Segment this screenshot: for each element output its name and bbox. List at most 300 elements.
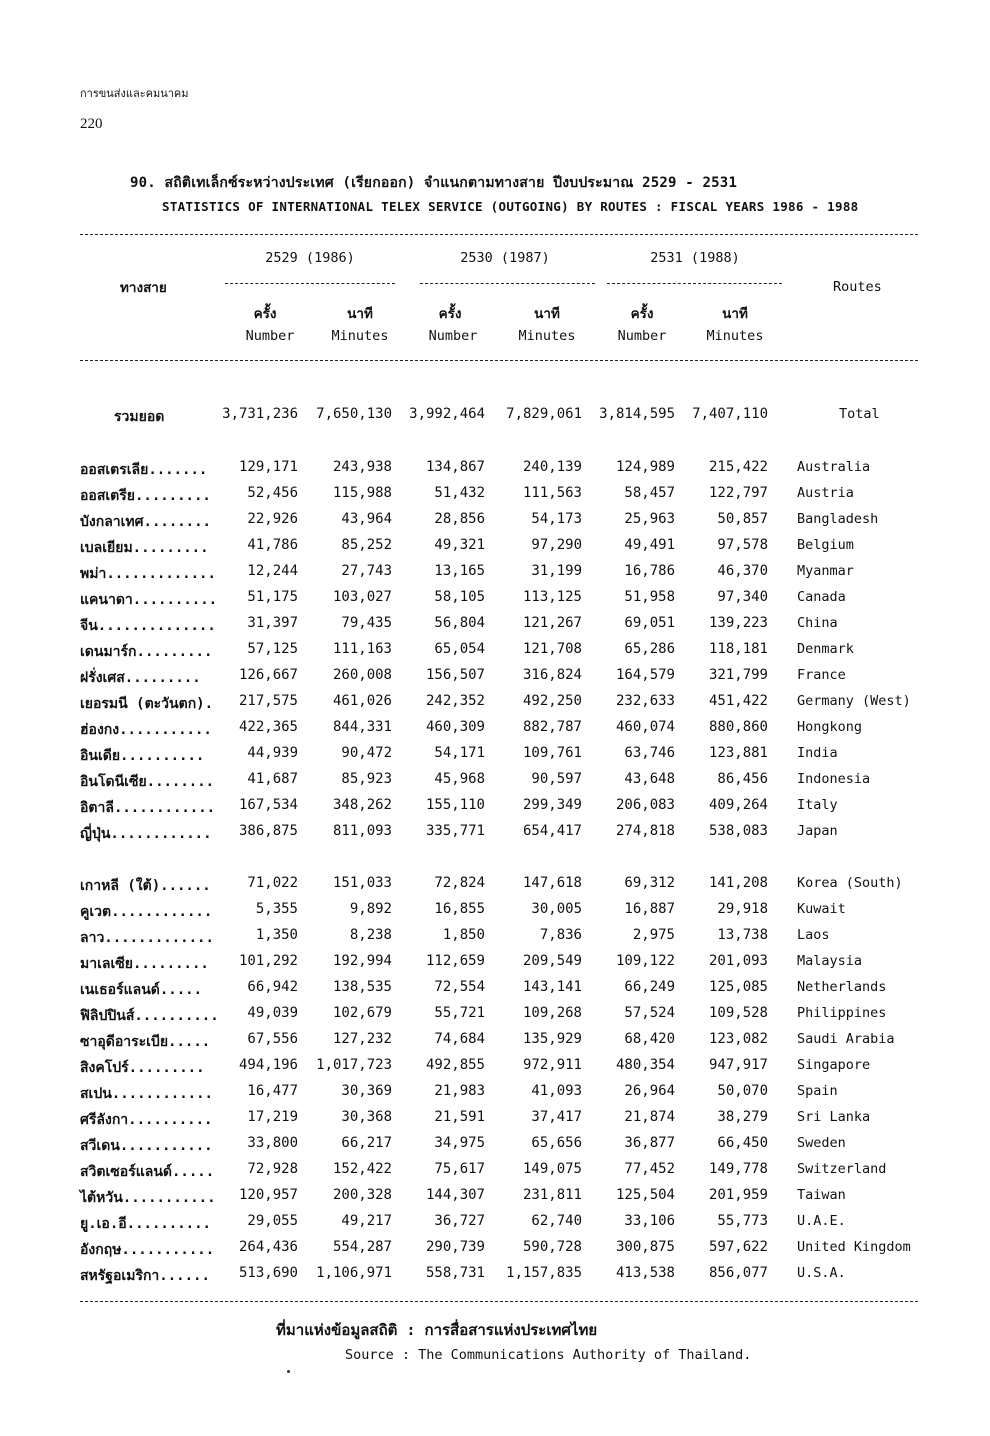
row-label-thai: เนเธอร์แลนด์..... bbox=[80, 982, 203, 998]
cell-1986-minutes: 66,217 bbox=[341, 1135, 392, 1151]
row-label-english: Belgium bbox=[797, 537, 854, 553]
cell-1988-minutes: 880,860 bbox=[708, 719, 768, 735]
cell-1988-number: 2,975 bbox=[632, 927, 675, 943]
cell-1988-number: 16,786 bbox=[624, 563, 675, 579]
cell-1986-minutes: 7,650,130 bbox=[316, 406, 392, 422]
cell-1986-number: 1,350 bbox=[255, 927, 298, 943]
table-row bbox=[0, 745, 990, 769]
cell-1988-minutes: 122,797 bbox=[708, 485, 768, 501]
cell-1987-number: 144,307 bbox=[425, 1187, 485, 1203]
cell-1986-number: 129,171 bbox=[238, 459, 298, 475]
cell-1987-minutes: 113,125 bbox=[522, 589, 582, 605]
year-underline-1 bbox=[225, 283, 395, 284]
cell-1987-number: 3,992,464 bbox=[409, 406, 485, 422]
table-row bbox=[0, 1213, 990, 1237]
year-header-1986: 2529 (1986) bbox=[265, 250, 355, 266]
cell-1986-number: 71,022 bbox=[247, 875, 298, 891]
cell-1987-number: 28,856 bbox=[434, 511, 485, 527]
row-label-thai: จีน.............. bbox=[80, 618, 216, 634]
cell-1988-minutes: 109,528 bbox=[708, 1005, 768, 1021]
cell-1987-minutes: 31,199 bbox=[531, 563, 582, 579]
row-label-thai: ฟิลิปปินส์.......... bbox=[80, 1008, 219, 1024]
cell-1988-number: 25,963 bbox=[624, 511, 675, 527]
cell-1987-minutes: 149,075 bbox=[522, 1161, 582, 1177]
cell-1986-minutes: 192,994 bbox=[332, 953, 392, 969]
cell-1987-minutes: 121,267 bbox=[522, 615, 582, 631]
cell-1987-minutes: 492,250 bbox=[522, 693, 582, 709]
table-title-thai: 90. สถิติเทเล็กซ์ระหว่างประเทศ (เรียกออก) จำแนกตามทางสาย ปีงบประมาณ 2529 - 2531 bbox=[130, 175, 738, 191]
cell-1986-number: 22,926 bbox=[247, 511, 298, 527]
cell-1986-number: 57,125 bbox=[247, 641, 298, 657]
row-label-english: Austria bbox=[797, 485, 854, 501]
table-row bbox=[0, 485, 990, 509]
row-label-english: U.S.A. bbox=[797, 1265, 846, 1281]
row-label-english: Kuwait bbox=[797, 901, 846, 917]
cell-1987-number: 72,554 bbox=[434, 979, 485, 995]
cell-1988-minutes: 50,070 bbox=[717, 1083, 768, 1099]
row-label-thai: เกาหลี (ใต้)...... bbox=[80, 878, 211, 894]
row-label-thai: ไต้หวัน........... bbox=[80, 1190, 216, 1206]
cell-1986-minutes: 30,368 bbox=[341, 1109, 392, 1125]
cell-1988-minutes: 55,773 bbox=[717, 1213, 768, 1229]
cell-1987-minutes: 654,417 bbox=[522, 823, 582, 839]
cell-1987-number: 156,507 bbox=[425, 667, 485, 683]
cell-1986-number: 67,556 bbox=[247, 1031, 298, 1047]
source-thai: ที่มาแห่งข้อมูลสถิติ : การสื่อสารแห่งประเทศไทย bbox=[276, 1321, 598, 1339]
row-label-english: Denmark bbox=[797, 641, 854, 657]
row-label-english: Indonesia bbox=[797, 771, 871, 787]
cell-1986-minutes: 43,964 bbox=[341, 511, 392, 527]
row-label-thai: มาเลเซีย......... bbox=[80, 956, 209, 972]
year-header-1987: 2530 (1987) bbox=[460, 250, 550, 266]
subhead-th-number-2: ครั้ง bbox=[438, 306, 462, 322]
cell-1987-number: 58,105 bbox=[434, 589, 485, 605]
row-label-english: Netherlands bbox=[797, 979, 887, 995]
cell-1986-minutes: 90,472 bbox=[341, 745, 392, 761]
cell-1986-minutes: 85,923 bbox=[341, 771, 392, 787]
cell-1988-minutes: 38,279 bbox=[717, 1109, 768, 1125]
cell-1987-number: 1,850 bbox=[442, 927, 485, 943]
subhead-th-minutes-3: นาที bbox=[722, 306, 748, 322]
cell-1987-number: 54,171 bbox=[434, 745, 485, 761]
cell-1986-number: 5,355 bbox=[255, 901, 298, 917]
row-label-english: Canada bbox=[797, 589, 846, 605]
table-row bbox=[0, 1109, 990, 1133]
cell-1987-minutes: 135,929 bbox=[522, 1031, 582, 1047]
cell-1986-minutes: 127,232 bbox=[332, 1031, 392, 1047]
cell-1988-number: 63,746 bbox=[624, 745, 675, 761]
row-label-thai: รวมยอด bbox=[114, 409, 165, 425]
row-label-english: Switzerland bbox=[797, 1161, 887, 1177]
cell-1988-minutes: 597,622 bbox=[708, 1239, 768, 1255]
cell-1988-number: 51,958 bbox=[624, 589, 675, 605]
cell-1988-minutes: 66,450 bbox=[717, 1135, 768, 1151]
cell-1988-minutes: 7,407,110 bbox=[692, 406, 768, 422]
row-label-english: Total bbox=[839, 406, 880, 422]
row-label-thai: พม่า............. bbox=[80, 566, 216, 582]
table-row bbox=[0, 1057, 990, 1081]
table-row bbox=[0, 459, 990, 483]
cell-1987-number: 13,165 bbox=[434, 563, 485, 579]
cell-1986-minutes: 461,026 bbox=[332, 693, 392, 709]
cell-1987-minutes: 299,349 bbox=[522, 797, 582, 813]
cell-1987-number: 242,352 bbox=[425, 693, 485, 709]
year-underline-3 bbox=[607, 283, 782, 284]
cell-1986-number: 3,731,236 bbox=[222, 406, 298, 422]
row-label-english: China bbox=[797, 615, 838, 631]
table-row bbox=[0, 901, 990, 925]
cell-1988-minutes: 46,370 bbox=[717, 563, 768, 579]
row-label-thai: ฝรั่งเศส......... bbox=[80, 670, 201, 686]
cell-1988-number: 77,452 bbox=[624, 1161, 675, 1177]
cell-1986-minutes: 151,033 bbox=[332, 875, 392, 891]
cell-1987-minutes: 37,417 bbox=[531, 1109, 582, 1125]
cell-1987-minutes: 143,141 bbox=[522, 979, 582, 995]
cell-1988-minutes: 149,778 bbox=[708, 1161, 768, 1177]
cell-1986-minutes: 9,892 bbox=[349, 901, 392, 917]
cell-1988-minutes: 97,340 bbox=[717, 589, 768, 605]
header-divider bbox=[80, 360, 918, 361]
cell-1987-number: 460,309 bbox=[425, 719, 485, 735]
cell-1986-number: 52,456 bbox=[247, 485, 298, 501]
cell-1986-number: 386,875 bbox=[238, 823, 298, 839]
table-row bbox=[0, 1031, 990, 1055]
subhead-en-number-2: Number bbox=[428, 328, 478, 344]
cell-1988-number: 124,989 bbox=[615, 459, 675, 475]
cell-1987-minutes: 90,597 bbox=[531, 771, 582, 787]
cell-1986-number: 33,800 bbox=[247, 1135, 298, 1151]
cell-1986-number: 66,942 bbox=[247, 979, 298, 995]
table-row bbox=[0, 1083, 990, 1107]
source-english: Source : The Communications Authority of Thailand. bbox=[345, 1347, 752, 1363]
top-divider bbox=[80, 234, 918, 235]
cell-1986-number: 49,039 bbox=[247, 1005, 298, 1021]
cell-1986-minutes: 30,369 bbox=[341, 1083, 392, 1099]
table-row bbox=[0, 1135, 990, 1159]
table-row bbox=[0, 953, 990, 977]
cell-1988-number: 274,818 bbox=[615, 823, 675, 839]
row-label-english: Germany (West) bbox=[797, 693, 911, 709]
subhead-th-number-3: ครั้ง bbox=[630, 306, 654, 322]
cell-1988-number: 300,875 bbox=[615, 1239, 675, 1255]
cell-1987-number: 21,983 bbox=[434, 1083, 485, 1099]
cell-1988-number: 164,579 bbox=[615, 667, 675, 683]
cell-1986-minutes: 1,017,723 bbox=[316, 1057, 392, 1073]
row-label-english: United Kingdom bbox=[797, 1239, 911, 1255]
table-row bbox=[0, 875, 990, 899]
year-underline-2 bbox=[420, 283, 595, 284]
cell-1986-minutes: 200,328 bbox=[332, 1187, 392, 1203]
row-label-english: Saudi Arabia bbox=[797, 1031, 895, 1047]
row-label-thai: อังกฤษ........... bbox=[80, 1242, 215, 1258]
cell-1986-number: 72,928 bbox=[247, 1161, 298, 1177]
cell-1988-minutes: 141,208 bbox=[708, 875, 768, 891]
cell-1987-minutes: 54,173 bbox=[531, 511, 582, 527]
row-label-thai: แคนาดา.......... bbox=[80, 592, 218, 608]
cell-1988-number: 36,877 bbox=[624, 1135, 675, 1151]
row-label-thai: ลาว............. bbox=[80, 930, 214, 946]
cell-1988-minutes: 118,181 bbox=[708, 641, 768, 657]
table-row bbox=[0, 771, 990, 795]
cell-1986-number: 41,786 bbox=[247, 537, 298, 553]
cell-1986-number: 120,957 bbox=[238, 1187, 298, 1203]
cell-1987-number: 51,432 bbox=[434, 485, 485, 501]
cell-1986-minutes: 260,008 bbox=[332, 667, 392, 683]
cell-1986-minutes: 844,331 bbox=[332, 719, 392, 735]
cell-1987-minutes: 1,157,835 bbox=[506, 1265, 582, 1281]
subhead-en-number-1: Number bbox=[245, 328, 295, 344]
cell-1987-minutes: 109,268 bbox=[522, 1005, 582, 1021]
subhead-th-number-1: ครั้ง bbox=[253, 306, 277, 322]
cell-1987-number: 335,771 bbox=[425, 823, 485, 839]
cell-1986-number: 217,575 bbox=[238, 693, 298, 709]
row-label-thai: บังกลาเทศ........ bbox=[80, 514, 211, 530]
cell-1988-number: 57,524 bbox=[624, 1005, 675, 1021]
cell-1987-number: 45,968 bbox=[434, 771, 485, 787]
row-label-thai: สหรัฐอเมริกา...... bbox=[80, 1268, 210, 1284]
cell-1986-minutes: 111,163 bbox=[332, 641, 392, 657]
cell-1987-minutes: 65,656 bbox=[531, 1135, 582, 1151]
cell-1987-minutes: 147,618 bbox=[522, 875, 582, 891]
row-label-english: Australia bbox=[797, 459, 871, 475]
cell-1986-number: 12,244 bbox=[247, 563, 298, 579]
row-label-thai: สวิตเซอร์แลนด์..... bbox=[80, 1164, 215, 1180]
table-row bbox=[0, 979, 990, 1003]
cell-1987-number: 134,867 bbox=[425, 459, 485, 475]
row-label-english: Japan bbox=[797, 823, 838, 839]
subhead-en-minutes-3: Minutes bbox=[706, 328, 764, 344]
cell-1988-number: 232,633 bbox=[615, 693, 675, 709]
cell-1988-number: 21,874 bbox=[624, 1109, 675, 1125]
cell-1988-minutes: 29,918 bbox=[717, 901, 768, 917]
table-row bbox=[0, 797, 990, 821]
cell-1986-number: 422,365 bbox=[238, 719, 298, 735]
row-label-thai: เดนมาร์ก......... bbox=[80, 644, 213, 660]
row-label-thai: เบลเยียม......... bbox=[80, 540, 209, 556]
cell-1988-number: 58,457 bbox=[624, 485, 675, 501]
row-label-thai: ญี่ปุ่น............ bbox=[80, 826, 212, 842]
row-label-english: Italy bbox=[797, 797, 838, 813]
cell-1987-minutes: 590,728 bbox=[522, 1239, 582, 1255]
cell-1986-number: 29,055 bbox=[247, 1213, 298, 1229]
cell-1986-minutes: 243,938 bbox=[332, 459, 392, 475]
cell-1987-number: 34,975 bbox=[434, 1135, 485, 1151]
row-label-english: Myanmar bbox=[797, 563, 854, 579]
table-row bbox=[0, 693, 990, 717]
cell-1987-minutes: 41,093 bbox=[531, 1083, 582, 1099]
cell-1986-minutes: 102,679 bbox=[332, 1005, 392, 1021]
row-label-thai: ออสเตรีย......... bbox=[80, 488, 211, 504]
cell-1987-number: 16,855 bbox=[434, 901, 485, 917]
cell-1987-minutes: 7,829,061 bbox=[506, 406, 582, 422]
cell-1988-minutes: 201,093 bbox=[708, 953, 768, 969]
subhead-en-minutes-1: Minutes bbox=[331, 328, 389, 344]
table-row bbox=[0, 1187, 990, 1211]
cell-1988-number: 460,074 bbox=[615, 719, 675, 735]
table-row bbox=[0, 823, 990, 847]
cell-1988-number: 65,286 bbox=[624, 641, 675, 657]
cell-1986-number: 51,175 bbox=[247, 589, 298, 605]
table-row bbox=[0, 1005, 990, 1029]
cell-1988-number: 43,648 bbox=[624, 771, 675, 787]
row-label-english: Singapore bbox=[797, 1057, 871, 1073]
cell-1986-minutes: 138,535 bbox=[332, 979, 392, 995]
bottom-divider bbox=[80, 1301, 918, 1302]
subhead-en-minutes-2: Minutes bbox=[518, 328, 576, 344]
row-label-english: Laos bbox=[797, 927, 830, 943]
cell-1987-number: 112,659 bbox=[425, 953, 485, 969]
cell-1988-number: 3,814,595 bbox=[599, 406, 675, 422]
cell-1988-number: 68,420 bbox=[624, 1031, 675, 1047]
cell-1987-minutes: 972,911 bbox=[522, 1057, 582, 1073]
cell-1988-number: 66,249 bbox=[624, 979, 675, 995]
cell-1986-minutes: 103,027 bbox=[332, 589, 392, 605]
row-label-thai: อิตาลี............ bbox=[80, 800, 216, 816]
cell-1988-minutes: 123,082 bbox=[708, 1031, 768, 1047]
page-mark bbox=[287, 1370, 290, 1373]
row-label-english: India bbox=[797, 745, 838, 761]
row-label-thai: อินเดีย.......... bbox=[80, 748, 205, 764]
table-row bbox=[0, 1161, 990, 1185]
cell-1987-number: 74,684 bbox=[434, 1031, 485, 1047]
cell-1988-minutes: 125,085 bbox=[708, 979, 768, 995]
cell-1988-number: 109,122 bbox=[615, 953, 675, 969]
cell-1986-minutes: 811,093 bbox=[332, 823, 392, 839]
cell-1987-minutes: 882,787 bbox=[522, 719, 582, 735]
row-label-english: Malaysia bbox=[797, 953, 863, 969]
cell-1986-minutes: 49,217 bbox=[341, 1213, 392, 1229]
row-label-english: Sri Lanka bbox=[797, 1109, 871, 1125]
table-row bbox=[0, 719, 990, 743]
cell-1988-minutes: 97,578 bbox=[717, 537, 768, 553]
cell-1988-number: 206,083 bbox=[615, 797, 675, 813]
row-label-thai: ซาอุดีอาระเบีย..... bbox=[80, 1034, 211, 1050]
cell-1986-minutes: 115,988 bbox=[332, 485, 392, 501]
cell-1987-number: 49,321 bbox=[434, 537, 485, 553]
row-label-thai: อินโดนีเซีย........ bbox=[80, 774, 215, 790]
cell-1986-number: 17,219 bbox=[247, 1109, 298, 1125]
cell-1988-minutes: 321,799 bbox=[708, 667, 768, 683]
cell-1986-number: 126,667 bbox=[238, 667, 298, 683]
table-title-english: STATISTICS OF INTERNATIONAL TELEX SERVICE (OUTGOING) BY ROUTES : FISCAL YEARS 1986 - 1988 bbox=[162, 199, 859, 214]
cell-1987-number: 21,591 bbox=[434, 1109, 485, 1125]
cell-1987-number: 72,824 bbox=[434, 875, 485, 891]
cell-1988-number: 69,051 bbox=[624, 615, 675, 631]
cell-1988-number: 69,312 bbox=[624, 875, 675, 891]
row-label-english: Bangladesh bbox=[797, 511, 879, 527]
row-label-thai: ศรีลังกา.......... bbox=[80, 1112, 213, 1128]
table-row bbox=[0, 1239, 990, 1263]
cell-1988-number: 480,354 bbox=[615, 1057, 675, 1073]
cell-1987-minutes: 111,563 bbox=[522, 485, 582, 501]
cell-1988-number: 125,504 bbox=[615, 1187, 675, 1203]
cell-1987-number: 56,804 bbox=[434, 615, 485, 631]
row-label-english: Korea (South) bbox=[797, 875, 903, 891]
cell-1988-minutes: 86,456 bbox=[717, 771, 768, 787]
cell-1987-number: 155,110 bbox=[425, 797, 485, 813]
subhead-th-minutes-1: นาที bbox=[347, 306, 373, 322]
cell-1987-minutes: 316,824 bbox=[522, 667, 582, 683]
cell-1988-minutes: 50,857 bbox=[717, 511, 768, 527]
row-label-thai: สวีเดน........... bbox=[80, 1138, 213, 1154]
row-label-thai: เยอรมนี (ตะวันตก). bbox=[80, 696, 214, 712]
cell-1987-minutes: 7,836 bbox=[539, 927, 582, 943]
year-header-1988: 2531 (1988) bbox=[650, 250, 740, 266]
cell-1987-number: 75,617 bbox=[434, 1161, 485, 1177]
cell-1986-minutes: 27,743 bbox=[341, 563, 392, 579]
cell-1987-minutes: 209,549 bbox=[522, 953, 582, 969]
cell-1986-minutes: 1,106,971 bbox=[316, 1265, 392, 1281]
running-header: การขนส่งและคมนาคม bbox=[80, 87, 189, 100]
cell-1988-number: 33,106 bbox=[624, 1213, 675, 1229]
table-row-total bbox=[0, 406, 990, 430]
cell-1987-minutes: 109,761 bbox=[522, 745, 582, 761]
cell-1988-minutes: 409,264 bbox=[708, 797, 768, 813]
cell-1988-minutes: 139,223 bbox=[708, 615, 768, 631]
cell-1986-number: 16,477 bbox=[247, 1083, 298, 1099]
cell-1988-number: 413,538 bbox=[615, 1265, 675, 1281]
row-label-english: Sweden bbox=[797, 1135, 846, 1151]
route-header-english: Routes bbox=[833, 279, 882, 295]
table-row bbox=[0, 537, 990, 561]
cell-1988-minutes: 215,422 bbox=[708, 459, 768, 475]
cell-1987-minutes: 97,290 bbox=[531, 537, 582, 553]
cell-1986-number: 167,534 bbox=[238, 797, 298, 813]
cell-1988-number: 26,964 bbox=[624, 1083, 675, 1099]
cell-1986-number: 44,939 bbox=[247, 745, 298, 761]
cell-1988-minutes: 201,959 bbox=[708, 1187, 768, 1203]
table-row bbox=[0, 615, 990, 639]
cell-1988-minutes: 123,881 bbox=[708, 745, 768, 761]
cell-1987-number: 558,731 bbox=[425, 1265, 485, 1281]
row-label-english: Hongkong bbox=[797, 719, 863, 735]
row-label-thai: ยู.เอ.อี.......... bbox=[80, 1216, 211, 1232]
cell-1986-minutes: 152,422 bbox=[332, 1161, 392, 1177]
cell-1987-minutes: 30,005 bbox=[531, 901, 582, 917]
table-row bbox=[0, 589, 990, 613]
page-number: 220 bbox=[80, 116, 103, 132]
subhead-th-minutes-2: นาที bbox=[534, 306, 560, 322]
cell-1988-number: 49,491 bbox=[624, 537, 675, 553]
cell-1987-minutes: 121,708 bbox=[522, 641, 582, 657]
route-header-thai: ทางสาย bbox=[120, 280, 167, 296]
table-row bbox=[0, 667, 990, 691]
cell-1988-minutes: 538,083 bbox=[708, 823, 768, 839]
row-label-english: Spain bbox=[797, 1083, 838, 1099]
cell-1986-minutes: 348,262 bbox=[332, 797, 392, 813]
cell-1986-minutes: 554,287 bbox=[332, 1239, 392, 1255]
cell-1986-minutes: 85,252 bbox=[341, 537, 392, 553]
cell-1987-number: 492,855 bbox=[425, 1057, 485, 1073]
cell-1986-minutes: 8,238 bbox=[349, 927, 392, 943]
cell-1987-number: 290,739 bbox=[425, 1239, 485, 1255]
cell-1988-minutes: 13,738 bbox=[717, 927, 768, 943]
cell-1988-minutes: 856,077 bbox=[708, 1265, 768, 1281]
table-row bbox=[0, 1265, 990, 1289]
table-row bbox=[0, 511, 990, 535]
row-label-english: France bbox=[797, 667, 846, 683]
cell-1986-number: 41,687 bbox=[247, 771, 298, 787]
row-label-english: U.A.E. bbox=[797, 1213, 846, 1229]
row-label-thai: ฮ่องกง........... bbox=[80, 722, 212, 738]
cell-1987-number: 36,727 bbox=[434, 1213, 485, 1229]
cell-1988-minutes: 451,422 bbox=[708, 693, 768, 709]
cell-1987-number: 65,054 bbox=[434, 641, 485, 657]
table-row bbox=[0, 641, 990, 665]
row-label-english: Philippines bbox=[797, 1005, 887, 1021]
cell-1987-minutes: 62,740 bbox=[531, 1213, 582, 1229]
cell-1986-number: 494,196 bbox=[238, 1057, 298, 1073]
